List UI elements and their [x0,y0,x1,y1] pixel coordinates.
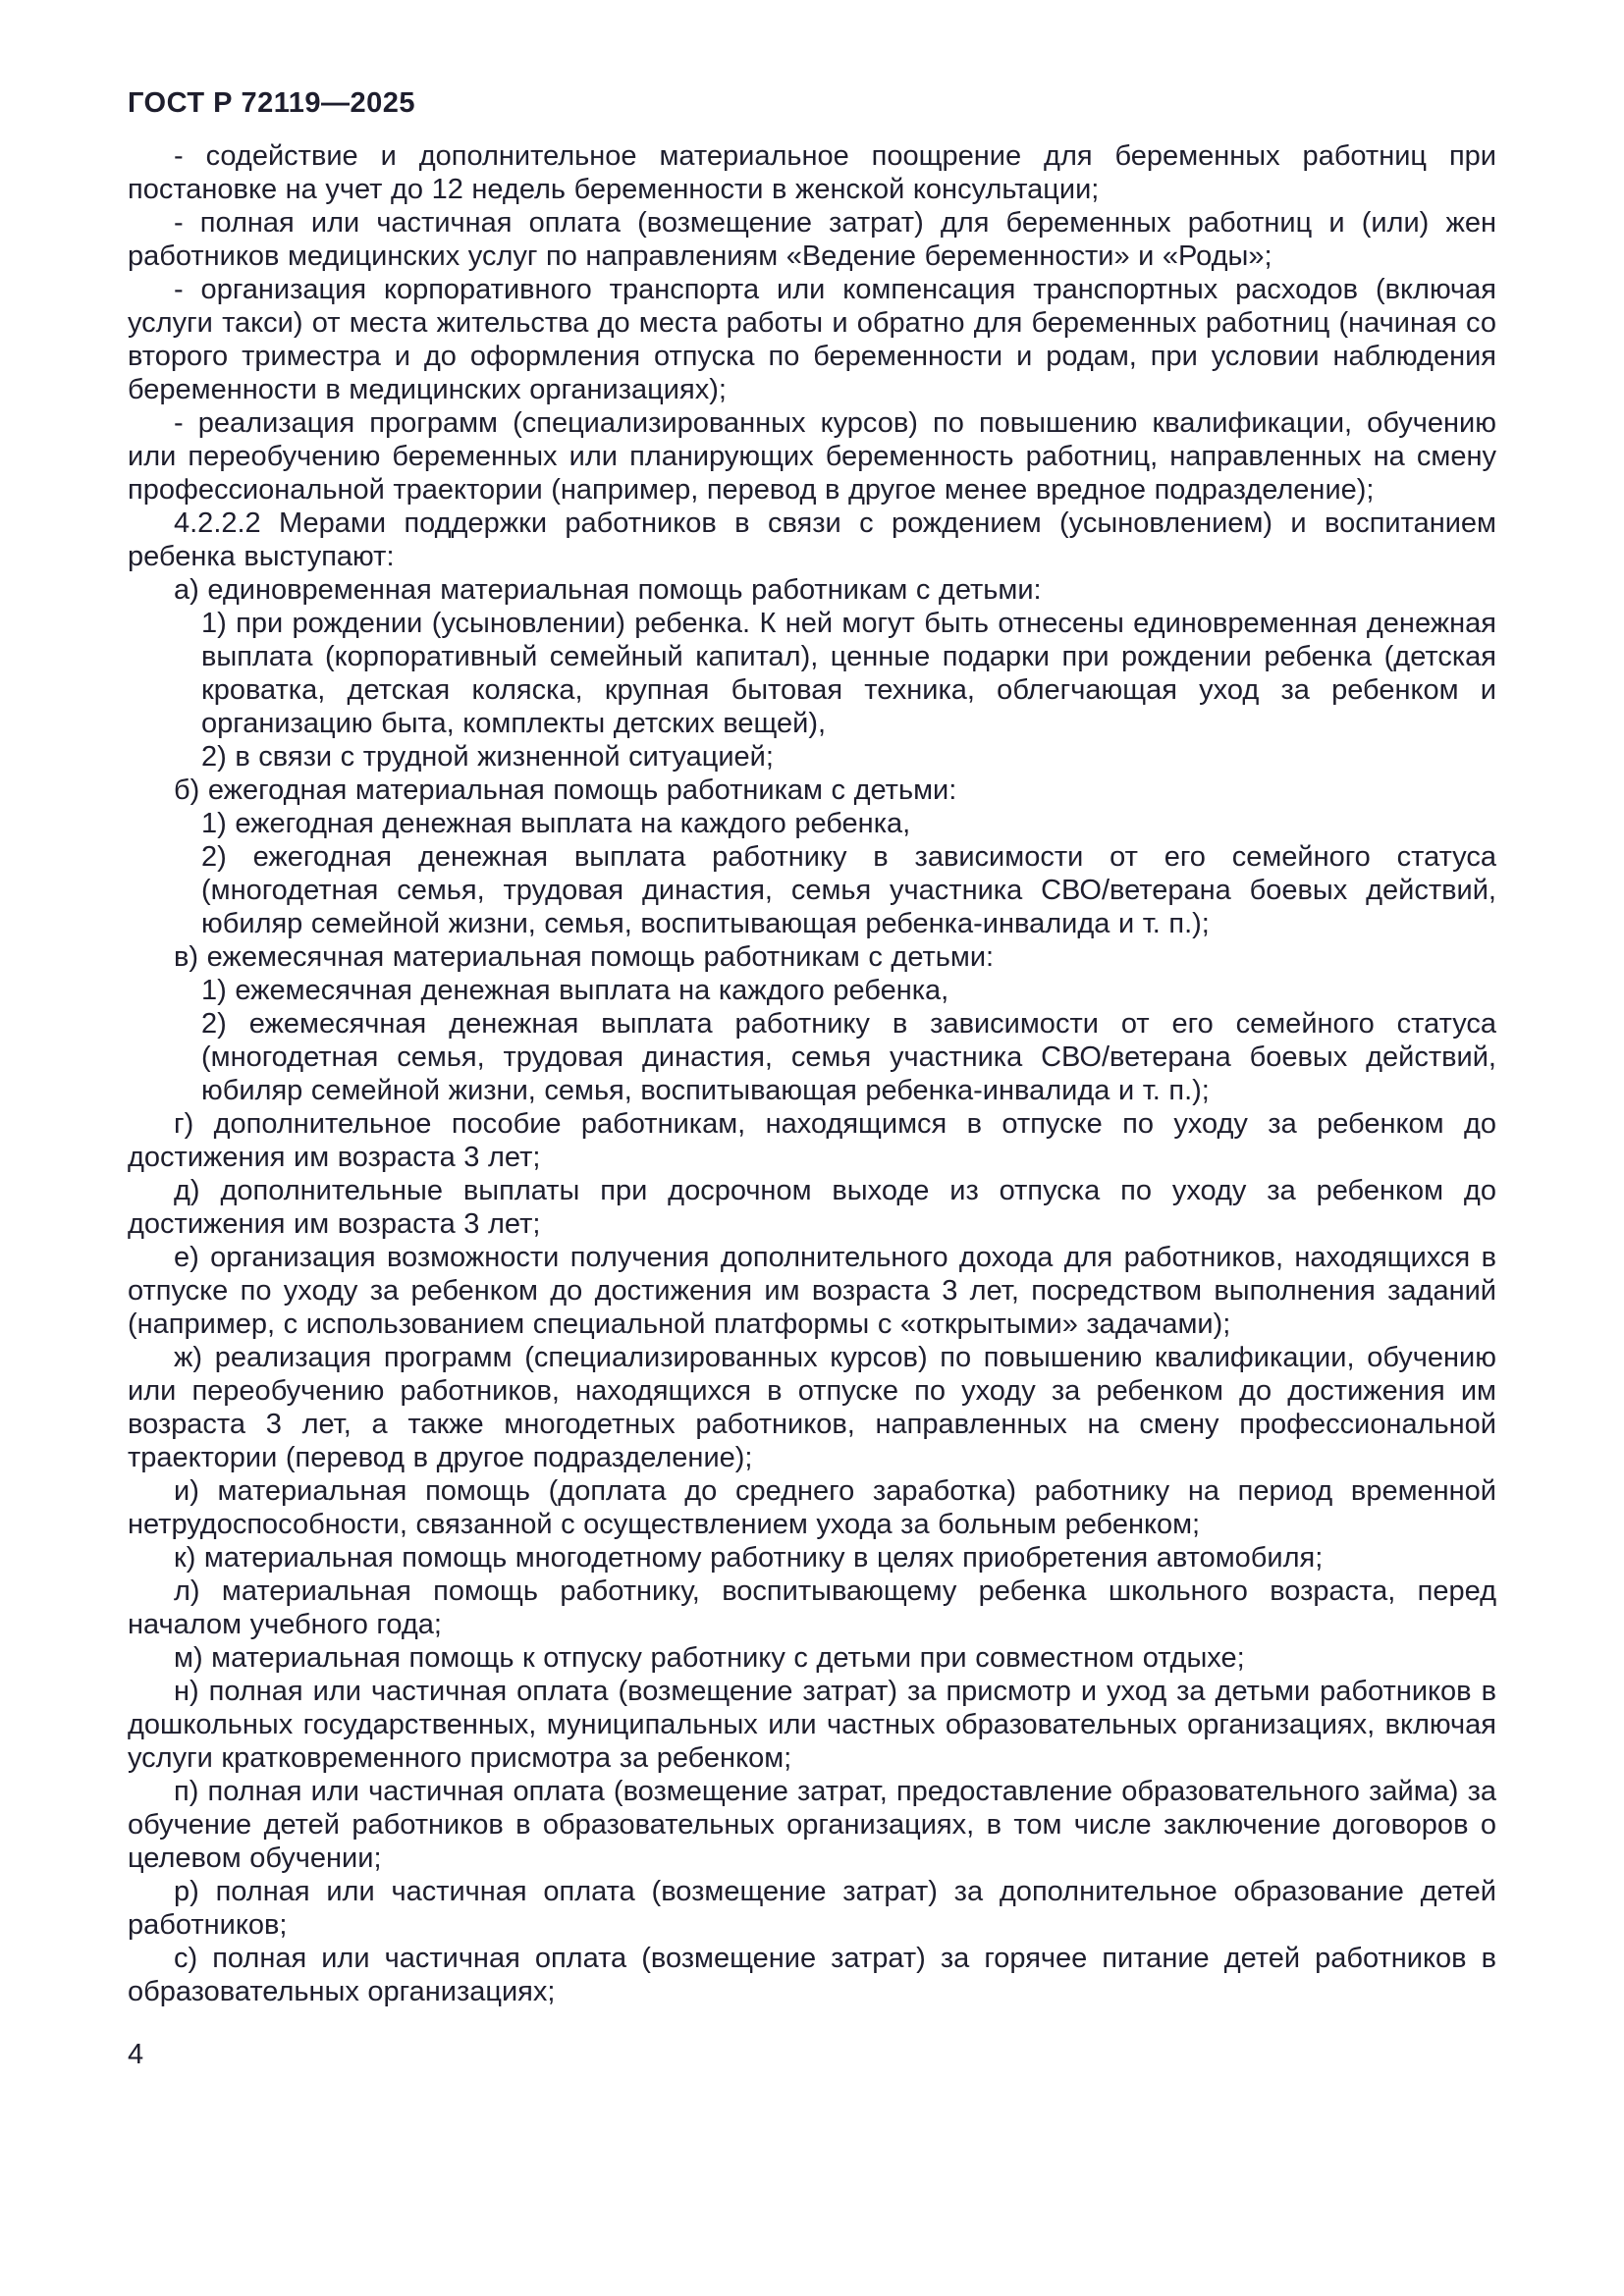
paragraph: 4.2.2.2 Мерами поддержки работников в связи с рождением (усыновлением) и воспитанием ребенка выступают: [128,507,1496,572]
page-number: 4 [128,2039,144,2070]
paragraph: и) материальная помощь (доплата до среднего заработка) работнику на период временной нетрудоспособности, связанной с осуществлением ухода за больным ребенком; [128,1475,1496,1540]
paragraph: е) организация возможности получения дополнительного дохода для работников, находящихся в отпуске по уходу за ребенком до достижения им возраста 3 лет, посредством выполнения заданий (например, с использованием специальной платформы с «открытыми» задачами); [128,1242,1496,1340]
paragraph: б) ежегодная материальная помощь работникам с детьми: [174,774,957,806]
paragraph: ж) реализация программ (специализированных курсов) по повышению квалификации, обучению или переобучению работников, находящихся в отпуске по уходу за ребенком до достижения им возраста 3 лет, а также многодетных работников, направленных на смену профессиональной траектории (перевод в другое подразделение); [128,1342,1496,1473]
paragraph: - полная или частичная оплата (возмещение затрат) для беременных работниц и (или) жен работников медицинских услуг по направлениям «Ведение беременности» и «Роды»; [128,207,1496,272]
paragraph: к) материальная помощь многодетному работнику в целях приобретения автомобиля; [174,1542,1324,1574]
paragraph: л) материальная помощь работнику, воспитывающему ребенка школьного возраста, перед началом учебного года; [128,1575,1496,1640]
paragraph: д) дополнительные выплаты при досрочном выходе из отпуска по уходу за ребенком до достижения им возраста 3 лет; [128,1175,1496,1240]
paragraph: а) единовременная материальная помощь работникам с детьми: [174,574,1042,606]
paragraph: 2) ежемесячная денежная выплата работнику в зависимости от его семейного статуса (многодетная семья, трудовая династия, семья участника СВО/ветерана боевых действий, юбиляр семейной жизни, семья, воспитывающая ребенка-инвалида и т. п.); [201,1008,1496,1106]
paragraph: - организация корпоративного транспорта или компенсация транспортных расходов (включая услуги такси) от места жительства до места работы и обратно для беременных работниц (начиная со второго триместра и до оформления отпуска по беременности и родам, при условии наблюдения беременности в медицинских организациях); [128,274,1496,405]
paragraph: 1) ежемесячная денежная выплата на каждого ребенка, [201,975,949,1006]
paragraph: в) ежемесячная материальная помощь работникам с детьми: [174,941,995,973]
paragraph: - реализация программ (специализированных курсов) по повышению квалификации, обучению или переобучению беременных или планирующих беременность работниц, направленных на смену профессиональной траектории (например, перевод в другое менее вредное подразделение); [128,407,1496,506]
paragraph: 2) в связи с трудной жизненной ситуацией; [201,741,774,773]
paragraph: н) полная или частичная оплата (возмещение затрат) за присмотр и уход за детьми работников в дошкольных государственных, муниципальных или частных образовательных организациях, включая услуги кратковременного присмотра за ребенком; [128,1676,1496,1774]
paragraph: п) полная или частичная оплата (возмещение затрат, предоставление образовательного займа) за обучение детей работников в образовательных организациях, в том числе заключение договоров о целевом обучении; [128,1776,1496,1874]
paragraph: 1) ежегодная денежная выплата на каждого ребенка, [201,808,911,839]
paragraph: с) полная или частичная оплата (возмещение затрат) за горячее питание детей работников в образовательных организациях; [128,1943,1496,2007]
paragraph: 2) ежегодная денежная выплата работнику в зависимости от его семейного статуса (многодетная семья, трудовая династия, семья участника СВО/ветерана боевых действий, юбиляр семейной жизни, семья, воспитывающая ребенка-инвалида и т. п.); [201,841,1496,939]
document-body [128,139,1496,2008]
paragraph: 1) при рождении (усыновлении) ребенка. К ней могут быть отнесены единовременная денежная выплата (корпоративный семейный капитал), ценные подарки при рождении ребенка (детская кроватка, детская коляска, крупная бытовая техника, облегчающая уход за ребенком и организацию быта, комплекты детских вещей), [201,608,1496,739]
paragraph: г) дополнительное пособие работникам, находящимся в отпуске по уходу за ребенком до достижения им возраста 3 лет; [128,1108,1496,1173]
paragraph: м) материальная помощь к отпуску работнику с детьми при совместном отдыхе; [174,1642,1245,1674]
paragraph: - содействие и дополнительное материальное поощрение для беременных работниц при постановке на учет до 12 недель беременности в женской консультации; [128,140,1496,205]
document-header: ГОСТ Р 72119—2025 [128,87,416,119]
paragraph: р) полная или частичная оплата (возмещение затрат) за дополнительное образование детей работников; [128,1876,1496,1941]
